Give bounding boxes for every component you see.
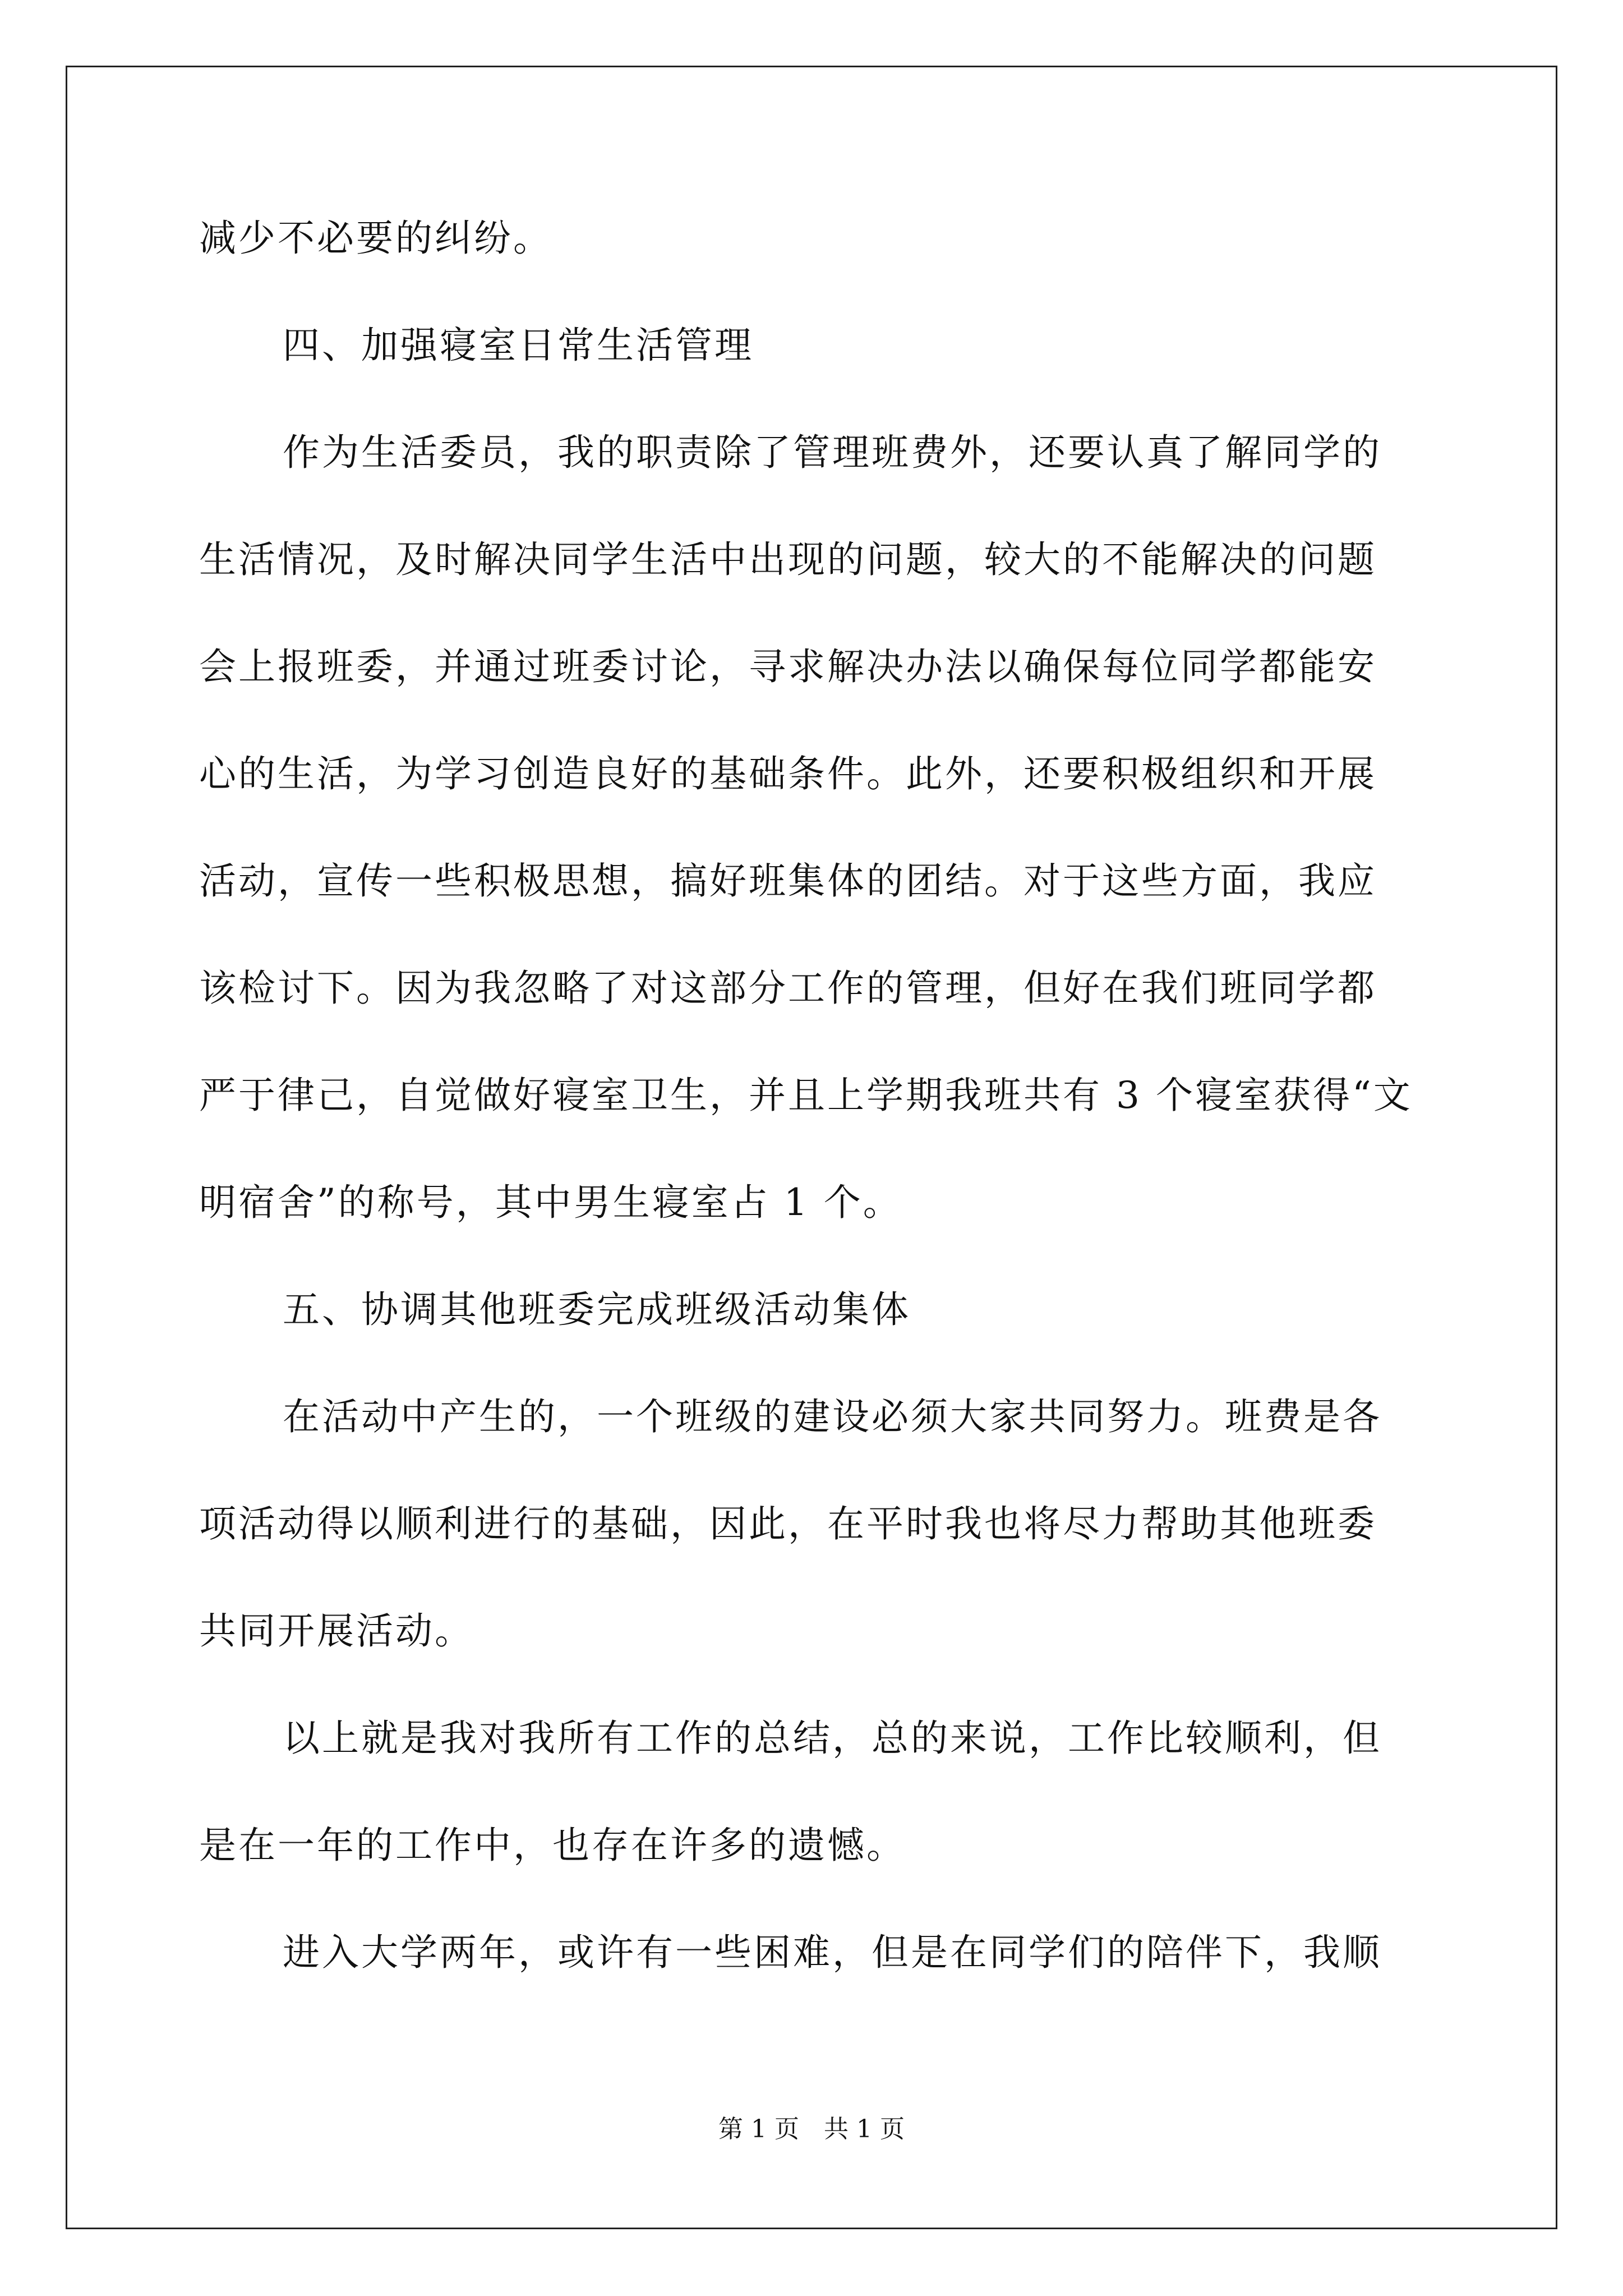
text-line: 作为生活委员，我的职责除了管理班费外，还要认真了解同学的 (283, 431, 1382, 474)
page-footer: 第 1 页 共 1 页 (718, 2115, 905, 2143)
text-line: 明宿舍”的称号，其中男生寝室占 1 个。 (199, 1181, 902, 1224)
text-line: 严于律己，自觉做好寝室卫生，并且上学期我班共有 3 个寝室获得“文 (199, 1074, 1413, 1117)
text-line: 项活动得以顺利进行的基础，因此，在平时我也将尽力帮助其他班委 (199, 1502, 1377, 1545)
text-line: 是在一年的工作中，也存在许多的遗憾。 (199, 1824, 906, 1867)
text-line: 在活动中产生的，一个班级的建设必须大家共同努力。班费是各 (283, 1395, 1382, 1438)
text-line: 以上就是我对我所有工作的总结，总的来说，工作比较顺利，但 (283, 1717, 1382, 1760)
text-line: 四、加强寝室日常生活管理 (283, 324, 754, 367)
document-body (199, 217, 1433, 2043)
text-line: 活动，宣传一些积极思想，搞好班集体的团结。对于这些方面，我应 (199, 859, 1377, 903)
text-line: 减少不必要的纠纷。 (199, 217, 552, 260)
text-line: 共同开展活动。 (199, 1609, 474, 1653)
text-line: 进入大学两年，或许有一些困难，但是在同学们的陪伴下，我顺 (283, 1931, 1382, 1974)
text-line: 心的生活，为学习创造良好的基础条件。此外，还要积极组织和开展 (199, 752, 1377, 795)
text-line: 五、协调其他班委完成班级活动集体 (283, 1288, 911, 1331)
text-line: 该检讨下。因为我忽略了对这部分工作的管理，但好在我们班同学都 (199, 967, 1377, 1010)
text-line: 会上报班委，并通过班委讨论，寻求解决办法以确保每位同学都能安 (199, 645, 1377, 688)
text-line: 生活情况，及时解决同学生活中出现的问题，较大的不能解决的问题 (199, 538, 1377, 581)
